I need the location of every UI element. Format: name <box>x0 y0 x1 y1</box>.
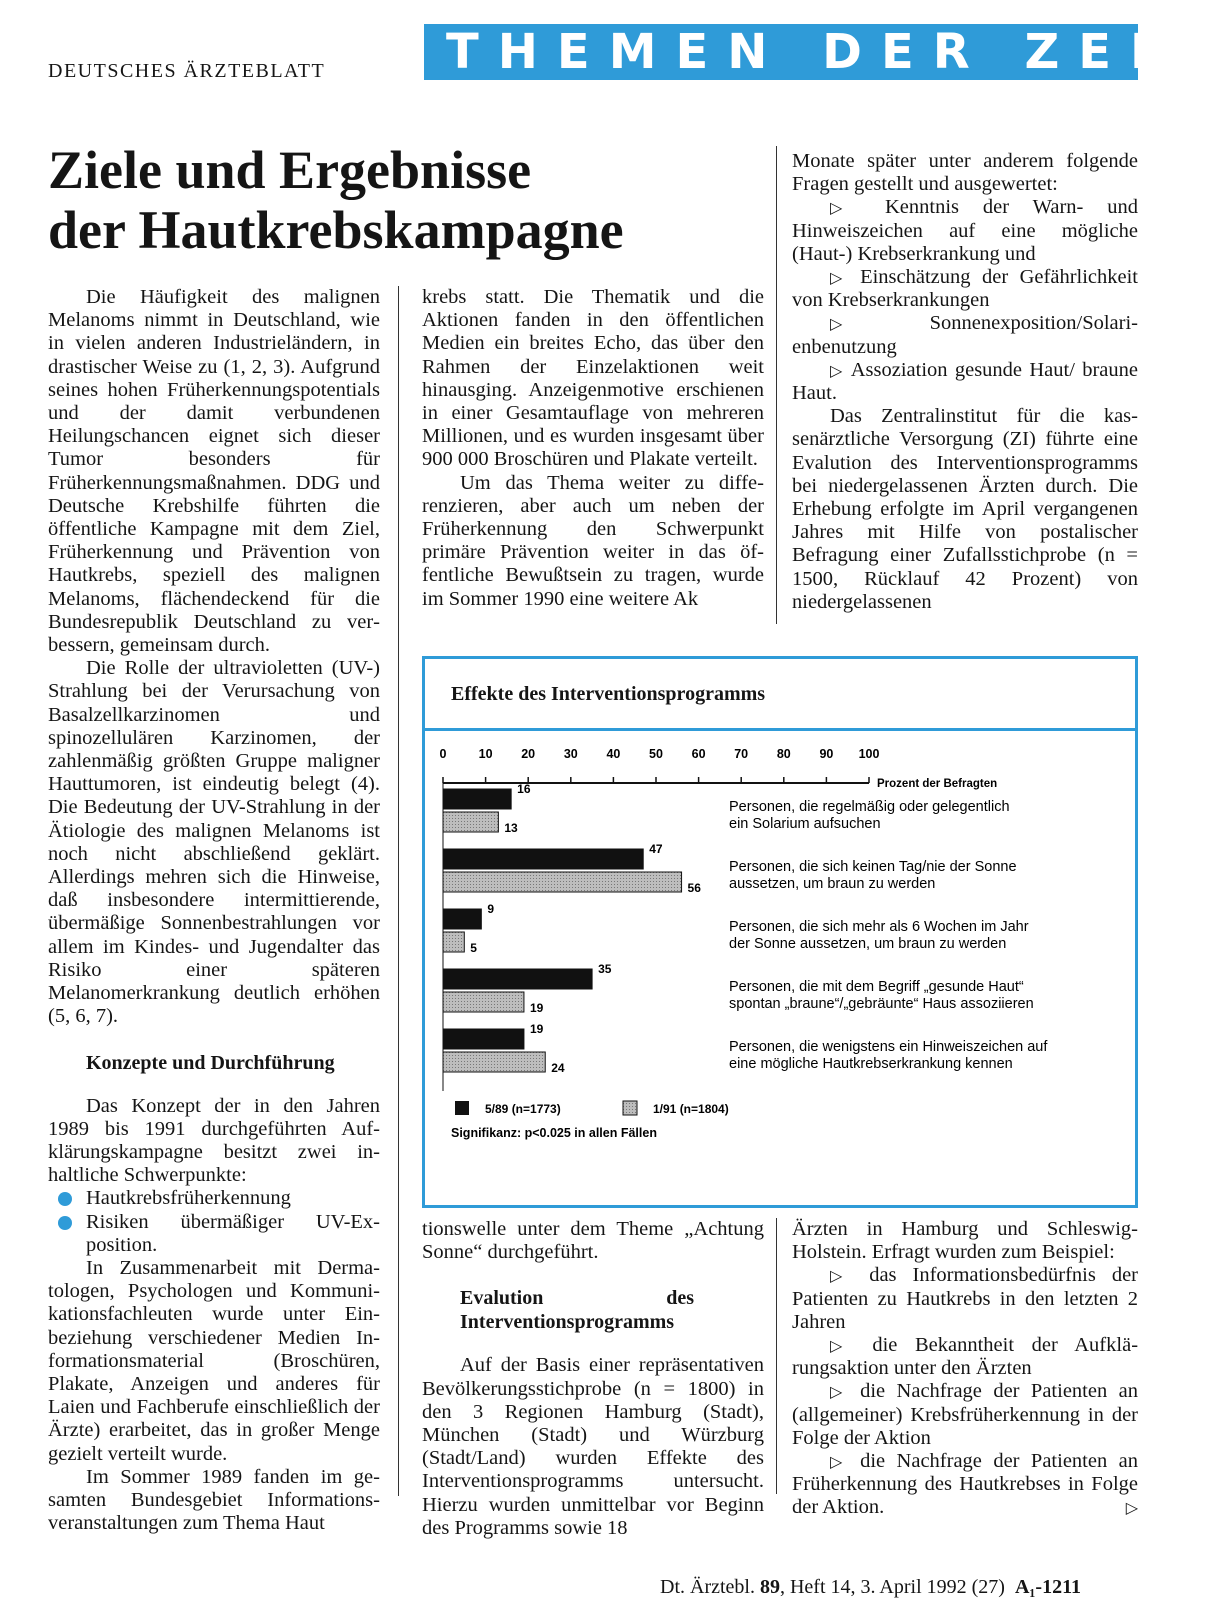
bullet-dot-icon <box>58 1192 72 1206</box>
triangle-icon: ▷ <box>830 1336 855 1356</box>
x-tick-label: 20 <box>521 747 536 761</box>
paragraph: Um das Thema weiter zu differenzieren, aber auch um neben der Früherkennung den Schwerpunkt primäre Prävention weiter in das öffentliche Bewußtsein zu tragen, wurde im Sommer 1990 eine weitere Ak <box>422 471 764 610</box>
paragraph: Ärzten in Hamburg und Schleswig-Holstein. Erfragt wurden zum Beispiel: <box>792 1218 1138 1264</box>
paragraph: Das Konzept der in den Jahren 1989 bis 1991 durchgeführten Aufklärungskampagne besitzt zwei inhaltliche Schwerpunkte: <box>48 1094 380 1187</box>
column-rule-2 <box>776 146 777 624</box>
x-tick-label: 0 <box>439 747 447 761</box>
data-label: 9 <box>487 902 495 916</box>
list-item <box>792 1450 1138 1520</box>
footer-page: A₁-1211 <box>1014 1576 1081 1598</box>
data-label: 13 <box>504 821 518 835</box>
list-item <box>48 1211 380 1257</box>
bar-series2 <box>443 872 682 892</box>
end-mark-icon: ▷ <box>1125 1498 1138 1518</box>
data-label: 5 <box>470 941 477 955</box>
section-heading: Konzepte und Durchführung <box>86 1051 335 1074</box>
list-item-text: die Bekanntheit der Aufklärungsaktion unter den Ärzten <box>792 1334 1139 1380</box>
x-tick-label: 40 <box>606 747 621 761</box>
footer-issue: , Heft 14, 3. April 1992 (27) <box>779 1576 1005 1598</box>
x-tick-label: 30 <box>563 747 578 761</box>
x-tick-label: 50 <box>649 747 663 761</box>
triangle-icon: ▷ <box>830 268 849 288</box>
data-label: 56 <box>687 881 701 895</box>
bar-series1 <box>443 969 592 989</box>
category-label: spontan „braune“/„gebräunte“ Haus assoziieren <box>729 996 1034 1012</box>
category-label: Personen, die mit dem Begriff „gesunde Haut“ <box>729 979 1024 995</box>
x-tick-label: 70 <box>734 747 749 761</box>
x-tick-label: 90 <box>819 747 834 761</box>
bar-series1 <box>443 789 511 809</box>
bar-series1 <box>443 849 643 869</box>
category-label: eine mögliche Hautkrebserkrankung kennen <box>729 1056 1013 1072</box>
list-item-text: Sonnenexposition/Solarienbenutzung <box>792 312 1138 358</box>
list-item <box>792 1264 1138 1334</box>
paragraph: Auf der Basis einer repräsentativen Bevölkerungsstichprobe (n = 1800) in den 3 Regionen Hamburg (Stadt), München (Stadt) und Würzburg (Stadt/Land) wurden Effekte des Interventionsprogramms untersucht. Hierzu wurden unmittelbar vor Beginn des Programms sowie 18 <box>422 1354 764 1539</box>
data-label: 24 <box>551 1061 565 1075</box>
x-tick-label: 100 <box>858 747 880 761</box>
paragraph: Die Rolle der ultravioletten (UV-) Strahlung bei der Verursachung von Basalzellkarzinomen und spinozellulären Karzinomen, der zahlenmäßig größten Gruppe maligner Hauttumoren, ist eindeutig belegt (4). Die Bedeutung der UV-Strahlung in der Ätiologie des malignen Melanoms ist noch nicht abschließend geklärt. Allerdings mehren sich die Hinweise, daß insbesondere intermittierende, übermäßige Sonnenbestrahlungen vor allem im Kindes- und Jugendalter das Risiko einer späteren Melanomerkrankung deutlich erhöhen (5, 6, 7). <box>48 657 380 1028</box>
column-rule-1 <box>398 286 399 1496</box>
category-label: Personen, die sich mehr als 6 Wochen im Jahr <box>729 919 1029 935</box>
paragraph: Monate später unter anderem folgende Fragen gestellt und ausgewertet: <box>792 150 1138 196</box>
bullet-list <box>48 1187 380 1257</box>
list-item-text: die Nachfrage der Patienten an (allgemeiner) Krebsfrüherkennung in der Folge der Aktion <box>792 1380 1138 1449</box>
triangle-icon: ▷ <box>830 314 884 334</box>
list-item-text: Kenntnis der Warn- und Hinweiszeichen auf eine mögliche (Haut-) Krebserkrankung und <box>792 196 1138 265</box>
list-item-text: das Informationsbedürfnis der Patienten zu Hautkrebs in den letzten 2 Jahren <box>792 1264 1139 1333</box>
paragraph: Das Zentralinstitut für die kassenärztliche Versorgung (ZI) führte eine Evalution des Interventionsprogramms bei niedergelassenen Ärzten durch. Die Erhebung erfolgte im April vergangenen Jahres mit Hilfe von postalischer Befragung einer Zufallsstichprobe (n = 1500, Rücklauf 42 Prozent) von niedergelassenen <box>792 405 1138 613</box>
category-label: ein Solarium aufsuchen <box>729 816 881 832</box>
bullet-dot-icon <box>58 1216 72 1230</box>
list-item <box>792 266 1138 312</box>
article-title <box>48 140 778 260</box>
chart-title: Effekte des Interventionsprogramms <box>425 659 1135 731</box>
list-item <box>48 1187 380 1210</box>
bar-series2 <box>443 1052 545 1072</box>
footer-journal: Dt. Ärztebl. <box>660 1576 755 1598</box>
list-item <box>792 1334 1138 1380</box>
paragraph: In Zusammenarbeit mit Dermatologen, Psychologen und Kommunikationsfachleuten wurde unter Einbeziehung verschiedener Medien Informationsmaterial (Broschüren, Plakate, Anzeigen und anderes für Laien und Fachberufe einschließlich der Ärzte) erarbeitet, das in großer Menge gezielt verteilt wurde. <box>48 1256 380 1465</box>
significance-note: Signifikanz: p<0.025 in allen Fällen <box>451 1126 657 1140</box>
x-axis-label: Prozent der Befragten <box>877 778 998 790</box>
paragraph: Die Häufigkeit des malignen Melanoms nimmt in Deutschland, wie in vielen anderen Industrieländern, in drastischer Weise zu (1, 2, 3). Aufgrund seines hohen Früherkennungspotentials und der damit verbundenen Heilungschancen eignet sich dieser Tumor besonders für Früherkennungsmaßnahmen. DDG und Deutsche Krebshilfe führten die öffentliche Kampagne mit dem Ziel, Früherkennung und Prävention von Hautkrebs, speziell des malignen Melanoms, flächendeckend für die Bundesrepublik Deutschland zu verbessern, gemeinsam durch. <box>48 286 380 657</box>
triangle-icon: ▷ <box>830 198 862 218</box>
section-banner: THEMEN DER ZEIT <box>424 24 1138 80</box>
list-item-text: Hautkrebsfrüherkennung <box>86 1187 291 1210</box>
data-label: 35 <box>598 962 612 976</box>
paragraph: Im Sommer 1989 fanden im gesamten Bundesgebiet Informationsveranstaltungen zum Thema Haut <box>48 1465 380 1535</box>
column-rule-3 <box>776 1218 777 1494</box>
footer-volume: 89 <box>759 1576 780 1598</box>
bar-chart <box>425 731 1135 1205</box>
data-label: 19 <box>529 1001 544 1015</box>
x-tick-label: 80 <box>776 747 791 761</box>
legend-swatch-series2 <box>623 1101 637 1115</box>
list-item <box>792 359 1138 405</box>
category-label: Personen, die wenigstens ein Hinweiszeichen auf <box>729 1039 1048 1055</box>
list-item-text: Risiken übermäßiger UV-Exposition. <box>86 1210 380 1256</box>
column-1 <box>48 286 380 1535</box>
list-item-text: Einschätzung der Gefährlichkeit von Krebserkrankungen <box>792 266 1138 312</box>
triangle-icon: ▷ <box>830 360 845 380</box>
data-label: 47 <box>649 842 663 856</box>
list-item-text: Assoziation gesunde Haut/ braune Haut. <box>792 358 1138 405</box>
triangle-icon: ▷ <box>830 1452 849 1472</box>
category-label: der Sonne aussetzen, um braun zu werden <box>729 936 1007 952</box>
legend-label: 5/89 (n=1773) <box>485 1102 561 1116</box>
section-heading: Evalution des Interventionsprogramms <box>460 1287 694 1334</box>
page-footer <box>660 1576 1081 1599</box>
column-3-top <box>792 150 1138 614</box>
list-item-text: die Nachfrage der Patienten an Früherkennung des Hautkrebses in Folge der Aktion. <box>792 1450 1138 1519</box>
triangle-icon: ▷ <box>830 1382 849 1402</box>
list-item <box>792 312 1138 358</box>
chart-figure <box>422 656 1138 1208</box>
journal-name: DEUTSCHES ÄRZTEBLATT <box>48 60 326 82</box>
bar-series1 <box>443 909 481 929</box>
bar-series1 <box>443 1029 524 1049</box>
paragraph: tionswelle unter dem Theme „Achtung Sonne“ durchgeführt. <box>422 1218 764 1264</box>
bar-series2 <box>443 992 524 1012</box>
data-label: 19 <box>529 1022 544 1036</box>
category-label: Personen, die regelmäßig oder gelegentlich <box>729 799 1010 815</box>
category-label: Personen, die sich keinen Tag/nie der Sonne <box>729 859 1017 875</box>
list-item <box>792 196 1138 266</box>
column-2-top <box>422 286 764 611</box>
column-3-bottom <box>792 1218 1138 1520</box>
legend-swatch-series1 <box>455 1101 469 1115</box>
column-2-bottom <box>422 1218 764 1540</box>
legend-label: 1/91 (n=1804) <box>653 1102 729 1116</box>
bar-series2 <box>443 932 464 952</box>
title-line-1: Ziele und Ergebnisse <box>48 140 532 200</box>
triangle-icon: ▷ <box>830 1266 854 1286</box>
title-line-2: der Hautkrebskampagne <box>48 200 624 260</box>
paragraph: krebs statt. Die Thematik und die Aktionen fanden in den öffentlichen Medien ein breites Echo, das über den Rahmen der Einzelaktionen weit hinausging. Anzeigenmotive erschienen in einer Gesamtauflage von mehreren Millionen, und es wurden insgesamt über 900 000 Broschüren und Plakate verteilt. <box>422 286 764 471</box>
x-tick-label: 60 <box>691 747 706 761</box>
category-label: aussetzen, um braun zu werden <box>729 876 936 892</box>
list-item <box>792 1380 1138 1450</box>
x-tick-label: 10 <box>478 747 493 761</box>
bar-series2 <box>443 812 498 832</box>
data-label: 16 <box>517 782 531 796</box>
